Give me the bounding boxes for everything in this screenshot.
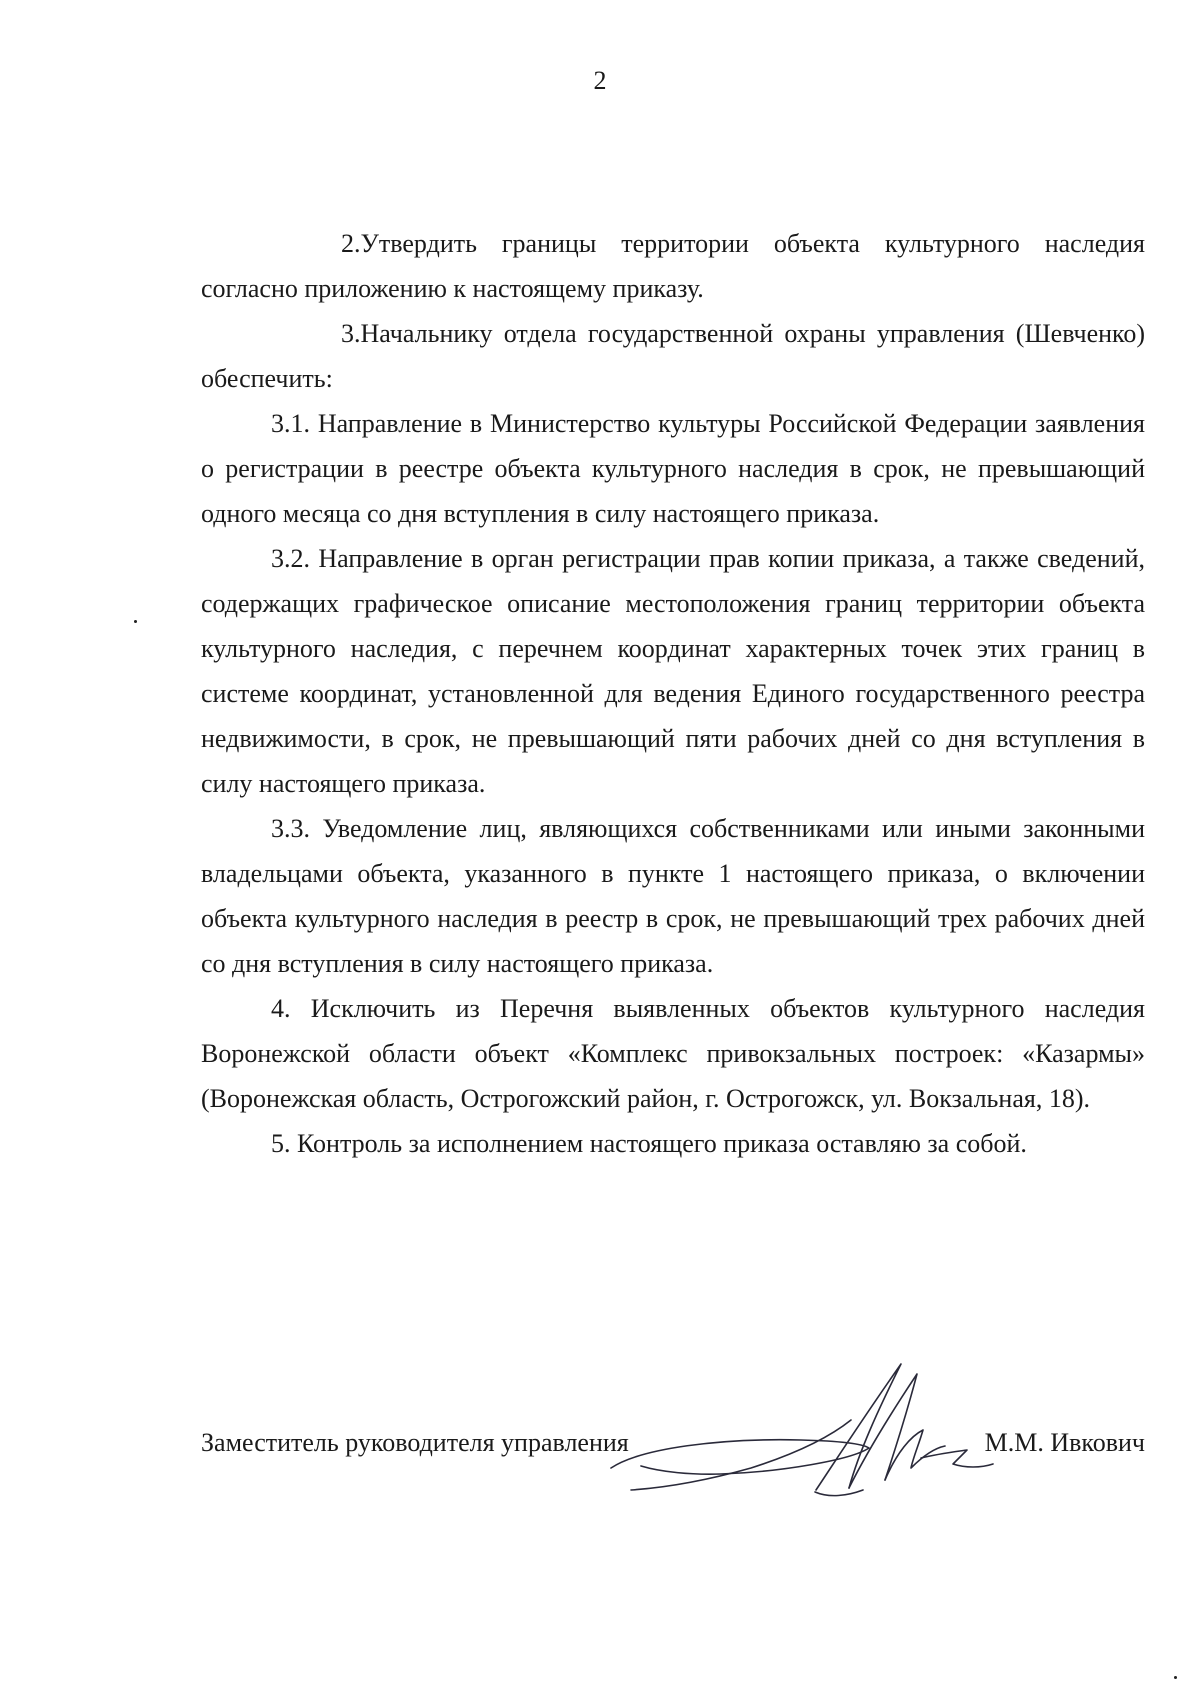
signatory-name: М.М. Ивкович xyxy=(984,1428,1145,1457)
paragraph-3-1 xyxy=(201,401,1145,536)
signatory-position: Заместитель руководителя управления xyxy=(201,1428,629,1457)
signature-block xyxy=(201,1420,1145,1480)
paragraph-2 xyxy=(201,221,1145,311)
scan-speck xyxy=(134,620,137,623)
paragraph-text: 3.3. Уведомление лиц, являющихся собственниками или иными законными владельцами объекта, указанного в пункте 1 настоящего приказа, о включении объекта культурного наследия в реестр в срок, не превышающий трех рабочих дней со дня вступления в силу настоящего приказа. xyxy=(201,814,1145,978)
paragraph-text: Начальнику отдела государственной охраны управления (Шевченко) обеспечить: xyxy=(201,319,1145,393)
paragraph-3-3 xyxy=(201,806,1145,986)
paragraph-text: 3.1. Направление в Министерство культуры Российской Федерации заявления о регистрации в реестре объекта культурного наследия в срок, не превышающий одного месяца со дня вступления в силу настоящего приказа. xyxy=(201,409,1145,528)
paragraph-3-2 xyxy=(201,536,1145,806)
paragraph-text: 4. Исключить из Перечня выявленных объектов культурного наследия Воронежской области объект «Комплекс привокзальных построек: «Казармы» (Воронежская область, Острогожский район, г. Острогожск, ул. Вокзальная, 18). xyxy=(201,994,1145,1113)
paragraph-4 xyxy=(201,986,1145,1121)
paragraph-5 xyxy=(201,1121,1145,1166)
order-body xyxy=(201,221,1145,1166)
paragraph-3 xyxy=(201,311,1145,401)
paragraph-text: 5. Контроль за исполнением настоящего приказа оставляю за собой. xyxy=(271,1129,1027,1158)
paragraph-number: 2. xyxy=(341,229,361,258)
page-number: 2 xyxy=(593,66,607,95)
paragraph-number: 3. xyxy=(341,319,361,348)
paragraph-text: Утвердить границы территории объекта культурного наследия согласно приложению к настоящему приказу. xyxy=(201,229,1145,303)
scan-speck xyxy=(1174,1676,1177,1679)
paragraph-text: 3.2. Направление в орган регистрации прав копии приказа, а также сведений, содержащих графическое описание местоположения границ территории объекта культурного наследия, с перечнем координат характерных точек этих границ в системе координат, установленной для ведения Единого государственного реестра недвижимости, в срок, не превышающий пяти рабочих дней со дня вступления в силу настоящего приказа. xyxy=(201,544,1145,798)
